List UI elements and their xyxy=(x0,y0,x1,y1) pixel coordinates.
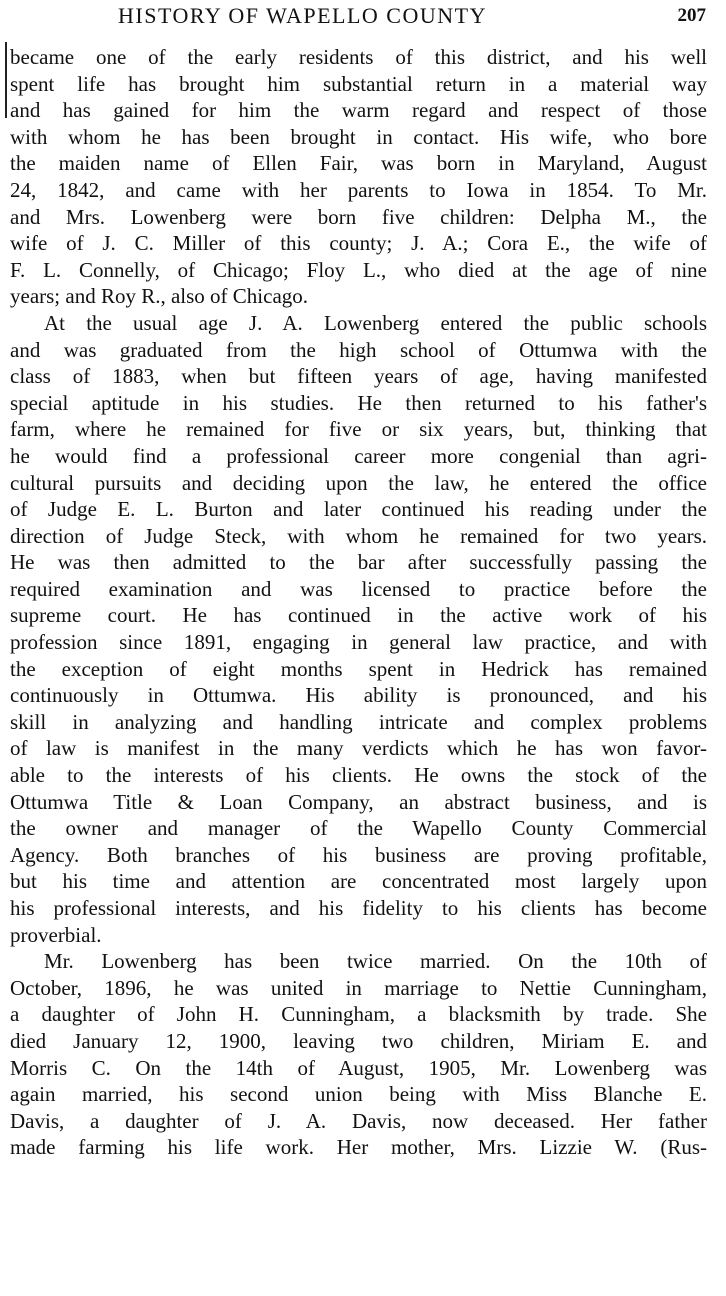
text-line: and was graduated from the high school of Ottumwa with the xyxy=(10,337,707,362)
text-line: Mr. Lowenberg has been twice married. On the 10th of xyxy=(44,949,707,974)
text-line: of Judge E. L. Burton and later continued his reading under the xyxy=(10,497,707,522)
text-line: Agency. Both branches of his business are proving profitable, xyxy=(10,842,707,867)
text-line: 24, 1842, and came with her parents to Iowa in 1854. To Mr. xyxy=(10,177,707,202)
text-line: made farming his life work. Her mother, Mrs. Lizzie W. (Rus- xyxy=(10,1135,707,1160)
page-number: 207 xyxy=(677,5,706,26)
body-text xyxy=(10,44,707,1161)
text-line: died January 12, 1900, leaving two children, Miriam E. and xyxy=(10,1028,707,1053)
text-line: farm, where he remained for five or six years, but, thinking that xyxy=(10,417,707,442)
text-line: able to the interests of his clients. He owns the stock of the xyxy=(10,763,707,788)
text-line: October, 1896, he was united in marriage to Nettie Cunningham, xyxy=(10,975,707,1000)
text-line: cultural pursuits and deciding upon the law, he entered the office xyxy=(10,470,707,495)
text-line: the exception of eight months spent in Hedrick has remained xyxy=(10,656,707,681)
text-line: and has gained for him the warm regard and respect of those xyxy=(10,98,707,123)
text-line: of law is manifest in the many verdicts which he has won favor- xyxy=(10,736,707,761)
text-line: wife of J. C. Miller of this county; J. A.; Cora E., the wife of xyxy=(10,231,707,256)
text-line: the owner and manager of the Wapello County Commercial xyxy=(10,816,707,841)
running-title: HISTORY OF WAPELLO COUNTY xyxy=(118,3,487,28)
text-line: Ottumwa Title & Loan Company, an abstract business, and is xyxy=(10,789,707,814)
text-line: supreme court. He has continued in the active work of his xyxy=(10,603,707,628)
page-header xyxy=(0,2,726,30)
text-line: class of 1883, when but fifteen years of age, having manifested xyxy=(10,364,707,389)
text-line: skill in analyzing and handling intricate and complex problems xyxy=(10,709,707,734)
text-line: Davis, a daughter of J. A. Davis, now deceased. Her father xyxy=(10,1108,707,1133)
text-line: became one of the early residents of this district, and his well xyxy=(10,45,707,69)
text-line: years; and Roy R., also of Chicago. xyxy=(10,284,309,309)
text-line: direction of Judge Steck, with whom he remained for two years. xyxy=(10,523,707,548)
text-line: Morris C. On the 14th of August, 1905, Mr. Lowenberg was xyxy=(10,1055,707,1080)
text-line: he would find a professional career more congenial than agri- xyxy=(10,443,707,468)
text-line: proverbial. xyxy=(10,922,102,947)
text-line: At the usual age J. A. Lowenberg entered the public schools xyxy=(44,310,707,335)
text-line: again married, his second union being with Miss Blanche E. xyxy=(10,1082,707,1107)
text-line: his professional interests, and his fidelity to his clients has become xyxy=(10,896,707,920)
text-line: but his time and attention are concentrated most largely upon xyxy=(10,869,707,894)
text-line: a daughter of John H. Cunningham, a blacksmith by trade. She xyxy=(10,1002,707,1027)
text-line: profession since 1891, engaging in general law practice, and with xyxy=(10,630,707,655)
margin-rule xyxy=(5,42,7,118)
text-line: He was then admitted to the bar after successfully passing the xyxy=(10,550,707,575)
text-line: the maiden name of Ellen Fair, was born in Maryland, August xyxy=(10,151,707,176)
text-line: continuously in Ottumwa. His ability is pronounced, and his xyxy=(10,683,707,708)
text-line: and Mrs. Lowenberg were born five children: Delpha M., the xyxy=(10,204,707,229)
text-line: F. L. Connelly, of Chicago; Floy L., who died at the age of nine xyxy=(10,257,707,282)
text-line: with whom he has been brought in contact. His wife, who bore xyxy=(10,124,707,149)
text-line: special aptitude in his studies. He then returned to his father's xyxy=(10,390,707,415)
text-line: required examination and was licensed to practice before the xyxy=(10,576,707,601)
text-line: spent life has brought him substantial return in a material way xyxy=(10,71,707,96)
